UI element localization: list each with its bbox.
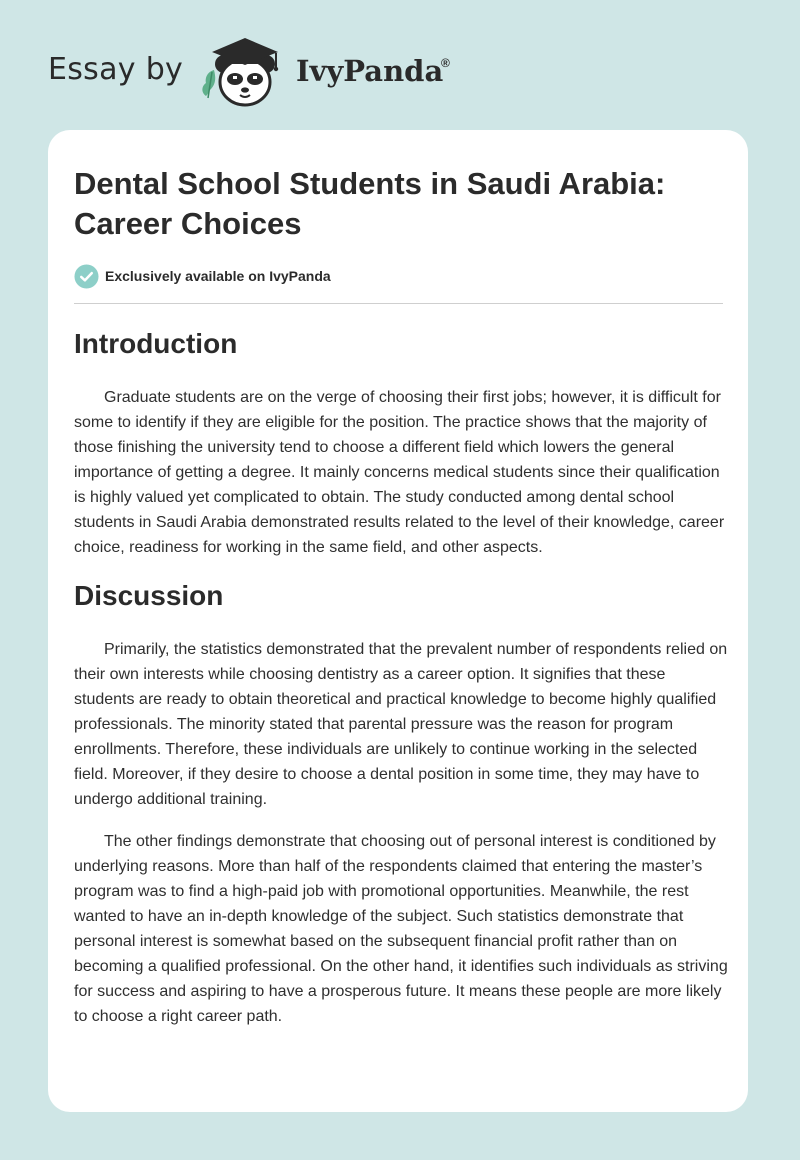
paragraph: The other findings demonstrate that choosing out of personal interest is conditioned by underlying reasons. More than half of the respondents claimed that entering the master’s program was to find a high-paid job with promotional opportunities. Meanwhile, the rest wanted to have an in-depth knowledge of the subject. Such statistics demonstrate that personal interest is somewhat based on the subsequent financial profit rather than on becoming a qualified professional. On the other hand, it identifies such individuals as striving for success and aspiring to have a prosperous future. It means these people are more likely to choose a right career path. (74, 833, 728, 1025)
check-circle-icon (74, 264, 99, 289)
page-title: Dental School Students in Saudi Arabia: Career Choices (74, 166, 666, 241)
badge-text: Exclusively available on IvyPanda (105, 268, 331, 284)
section-discussion (74, 579, 728, 1029)
site-header (0, 0, 800, 130)
exclusive-badge (74, 263, 331, 289)
section-introduction (74, 327, 728, 560)
brand-prefix: Essay by (48, 52, 184, 87)
section-heading: Discussion (74, 580, 224, 611)
essay-card (48, 130, 748, 1112)
panda-graduate-icon[interactable] (196, 32, 292, 112)
section-heading: Introduction (74, 328, 238, 359)
paragraph: Primarily, the statistics demonstrated that the prevalent number of respondents relied on their own interests while choosing dentistry as a career option. It signifies that these students are ready to obtain theoretical and practical knowledge to become highly qualified professionals. The minority stated that parental pressure was the reason for program enrollments. Therefore, these individuals are unlikely to continue working in the selected field. Moreover, if they desire to choose a dental position in some time, they may have to undergo additional training. (74, 641, 728, 808)
brand-name[interactable]: IvyPanda (296, 54, 444, 88)
divider (74, 303, 723, 304)
registered-mark: ® (441, 56, 450, 70)
paragraph: Graduate students are on the verge of choosing their first jobs; however, it is difficult for some to identify if they are eligible for the position. The practice shows that the majority of those finishing the university tend to choose a different field which lowers the general importance of getting a degree. It mainly concerns medical students since their qualification is highly valued yet complicated to obtain. The study conducted among dental school students in Saudi Arabia demonstrated results related to the level of their knowledge, career choice, readiness for working in the same field, and other aspects. (74, 389, 725, 556)
